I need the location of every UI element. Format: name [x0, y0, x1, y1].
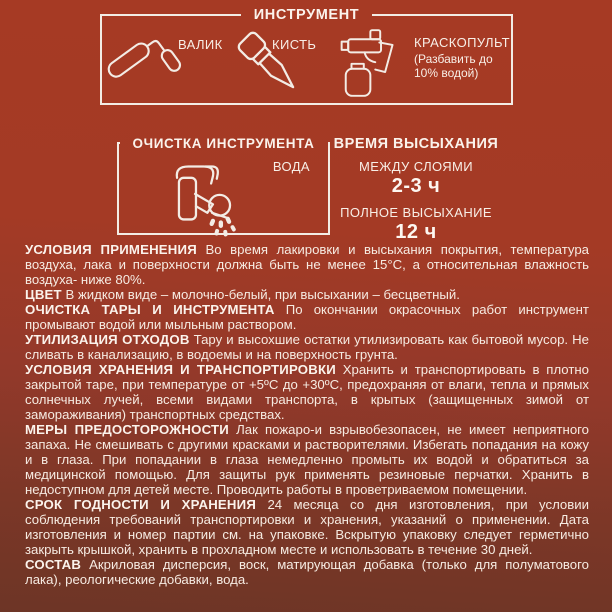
drying-full-value: 12 ч — [395, 221, 437, 243]
section-body: По окончании окрасочных работ инструмент промывают водой или мыльным раствором. — [25, 302, 589, 332]
section-shelf-life — [25, 497, 589, 557]
section-body: Хранить и транспортировать в плотно закрытой таре, при температуре от +5ºС до +30ºС, предохраняя от влаги, тепла и прямых солнечных лучей, всеми видами транспорта, в крытых (защищенных зимой от замораживания) транспортных средствах. — [25, 362, 589, 422]
section-body: Тару и высохшие остатки утилизировать как бытовой мусор. Не сливать в канализацию, в водоемы и на поверхность грунта. — [25, 332, 589, 362]
drying-full-label: ПОЛНОЕ ВЫСЫХАНИЕ — [340, 205, 492, 220]
drying-between-label: МЕЖДУ СЛОЯМИ — [359, 159, 473, 174]
spray-gun-icon — [340, 25, 404, 101]
cleaning-box — [117, 135, 330, 235]
section-head: СОСТАВ — [25, 557, 82, 572]
paint-roller-icon — [108, 25, 182, 99]
section-cleaning — [25, 302, 589, 332]
section-usage-conditions — [25, 242, 589, 287]
tool-label-spray-gun: КРАСКОПУЛЬТ — [414, 35, 510, 50]
section-head: МЕРЫ ПРЕДОСТОРОЖНОСТИ — [25, 422, 229, 437]
tool-label-brush: КИСТЬ — [272, 37, 317, 52]
cleaning-box-title: ОЧИСТКА ИНСТРУМЕНТА — [132, 135, 315, 151]
section-precautions — [25, 422, 589, 497]
tool-note-spray-gun: (Разбавить до 10% водой) — [414, 52, 493, 80]
section-head: СРОК ГОДНОСТИ И ХРАНЕНИЯ — [25, 497, 257, 512]
section-waste-disposal — [25, 332, 589, 362]
cleaning-agent-label: ВОДА — [272, 159, 310, 174]
section-head: УТИЛИЗАЦИЯ ОТХОДОВ — [25, 332, 190, 347]
faucet-icon — [167, 157, 259, 227]
section-body: 24 месяца со дня изготовления, при условии соблюдения требований транспортировки и хранения, указаний о применении. Дата изготовления и номер партии см. на упаковке. Вскрытую упаковку следует герметично закрыть крышкой, хранить в прохладном месте и использовать в течение 30 дней. — [25, 497, 589, 557]
drying-time-section — [332, 136, 500, 244]
section-body: Акриловая дисперсия, воск, матирующая добавка (только для полуматового лака), реологические добавки, вода. — [25, 557, 589, 587]
drying-between-value: 2-3 ч — [391, 175, 441, 197]
section-storage-transport — [25, 362, 589, 422]
section-head: УСЛОВИЯ ХРАНЕНИЯ И ТРАНСПОРТИРОВКИ — [25, 362, 336, 377]
section-body: В жидком виде – молочно-белый, при высыхании – бесцветный. — [65, 287, 460, 302]
tool-item-spray-gun — [414, 35, 510, 80]
info-sections — [25, 242, 589, 587]
tool-label-roller: ВАЛИК — [178, 37, 223, 52]
section-body: Лак пожаро-и взрывобезопасен, не имеет неприятного запаха. Не смешивать с другими красками и растворителями. Избегать попадания на кожу и в глаза. При попадании в глаза немедленно промыть их водой и обратиться за медицинской помощью. Для защиты рук применять резиновые перчатки. Хранить в недоступном для детей месте. Проводить работы в проветриваемом помещении. — [25, 422, 590, 497]
section-head: ОЧИСТКА ТАРЫ И ИНСТРУМЕНТА — [25, 302, 275, 317]
tools-box-title: ИНСТРУМЕНТ — [253, 7, 360, 23]
section-composition — [25, 557, 589, 587]
section-color — [25, 287, 589, 302]
tools-box-legend — [100, 5, 513, 25]
tools-box — [100, 7, 513, 105]
cleaning-box-legend — [117, 133, 330, 153]
drying-time-title: ВРЕМЯ ВЫСЫХАНИЯ — [333, 136, 499, 152]
section-body: Во время лакировки и высыхания покрытия, температура воздуха, лака и поверхности должна быть не менее 15°С, а относительная влажность воздуха- ниже 80%. — [25, 242, 589, 287]
section-head: ЦВЕТ — [25, 287, 62, 302]
section-head: УСЛОВИЯ ПРИМЕНЕНИЯ — [25, 242, 197, 257]
